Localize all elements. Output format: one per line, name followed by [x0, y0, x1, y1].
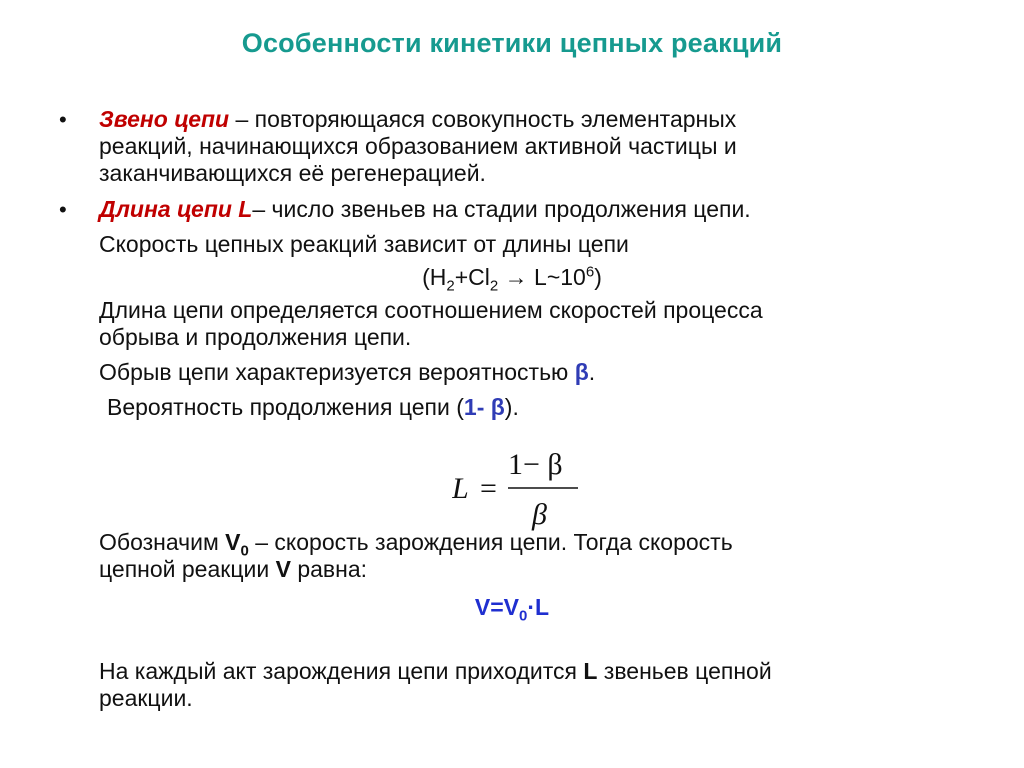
formula-lhs: L [452, 472, 469, 505]
rate-paragraph: Скорость цепных реакций зависит от длины цепи [99, 231, 629, 257]
formula-denominator: β [532, 498, 547, 531]
final-l-symbol: L [583, 658, 598, 684]
item1-text-1: – повторяющаяся совокупность элементарных [229, 106, 737, 132]
item2-text: – число звеньев на стадии продолжения цепи. [252, 196, 751, 222]
example-reaction [0, 263, 1024, 295]
item2-term: Длина цепи L [99, 196, 253, 222]
rate-formula-sub: 0 [519, 607, 528, 625]
item1-line1 [99, 106, 736, 133]
item2-line [99, 196, 751, 223]
item1-term: Звено цепи [99, 106, 230, 132]
example-mid: +Cl [454, 264, 490, 290]
cont-text: Вероятность продолжения цепи ( [107, 394, 464, 420]
example-close: ) [594, 264, 602, 290]
final-text-1: На каждый акт зарождения цепи приходится [99, 658, 584, 684]
rate-formula-a: V=V [474, 594, 520, 620]
cont-end: ). [504, 394, 519, 420]
break-text: Обрыв цепи характеризуется вероятностью [99, 359, 575, 385]
slide-title: Особенности кинетики цепных реакций [241, 28, 783, 58]
example-sub-1: 2 [446, 277, 455, 295]
v-symbol: V [275, 556, 291, 582]
v0-line2-end: равна: [290, 556, 368, 582]
formula-eq: = [480, 472, 497, 505]
example-arrow: → L~10 [498, 264, 586, 290]
formula-numerator: 1− β [508, 448, 563, 481]
cont-expr: 1- β [463, 394, 505, 420]
item1-line2: реакций, начинающихся образованием активной частицы и [99, 133, 737, 159]
v0-text-2: – скорость зарождения цепи. Тогда скорость [248, 529, 733, 555]
v0-paragraph-2 [99, 556, 367, 583]
break-end: . [588, 359, 596, 385]
beta-symbol: β [574, 359, 589, 385]
rate-formula-b: ·L [527, 594, 550, 620]
v0-symbol: V [225, 529, 241, 555]
continuation-paragraph [107, 394, 519, 421]
v0-sub: 0 [240, 542, 249, 560]
length-paragraph-1: Длина цепи определяется соотношением скоростей процесса [99, 297, 763, 323]
final-paragraph-2: реакции. [99, 685, 193, 711]
break-paragraph [99, 359, 595, 386]
bullet-dot-1: • [59, 107, 67, 132]
rate-formula [0, 594, 1024, 625]
bullet-dot-2: • [59, 197, 67, 222]
example-open: (H [422, 264, 447, 290]
final-text-2: звеньев цепной [597, 658, 772, 684]
v0-paragraph-1 [99, 529, 733, 560]
length-paragraph-2: обрыва и продолжения цепи. [99, 324, 412, 350]
example-sub-2: 2 [489, 277, 499, 295]
v0-text-1: Обозначим [99, 529, 226, 555]
item1-line3: заканчивающихся её регенерацией. [99, 160, 486, 186]
example-sup: 6 [585, 263, 595, 281]
v0-line2-text: цепной реакции [99, 556, 276, 582]
final-paragraph-1 [99, 658, 772, 685]
chain-length-formula [452, 446, 592, 532]
